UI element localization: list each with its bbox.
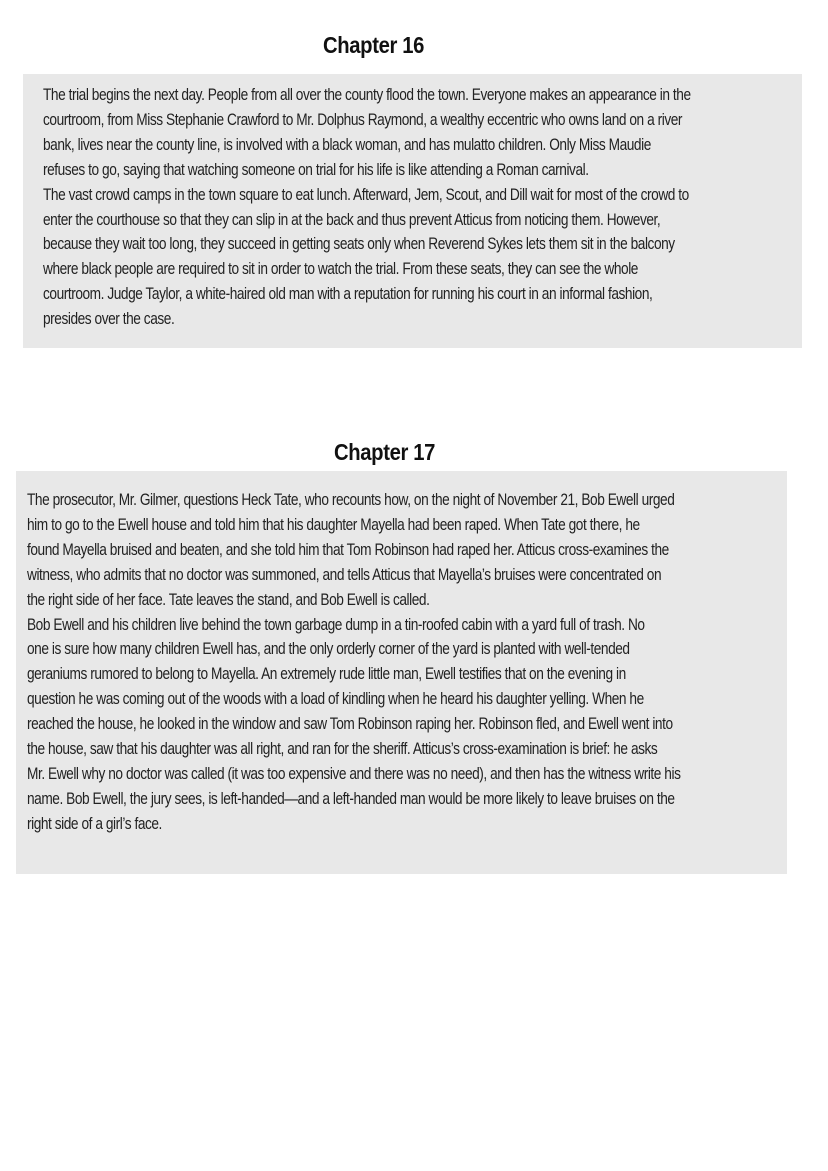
chapter-17-paragraph-1: The prosecutor, Mr. Gilmer, questions Heck Tate, who recounts how, on the night of November 21, Bob Ewell urged him to go to the Ewell house and told him that his daughter Mayella had been raped. When Tate got there, he found Mayella bruised and beaten, and she told him that Tom Robinson had raped her. Atticus cross-examines the witness, who admits that no doctor was summoned, and tells Atticus that Mayella’s bruises were concentrated on the right side of her face. Tate leaves the stand, and Bob Ewell is called. <box>27 490 675 609</box>
chapter-16-summary-box <box>23 74 802 348</box>
chapter-17-summary-box <box>16 471 787 874</box>
chapter-17-paragraph-2: Bob Ewell and his children live behind the town garbage dump in a tin-roofed cabin with a yard full of trash. No one is sure how many children Ewell has, and the only orderly corner of the yard is planted with well-tended geraniums rumored to belong to Mayella. An extremely rude little man, Ewell testifies that on the evening in question he was coming out of the woods with a load of kindling when he heard his daughter yelling. When he reached the house, he looked in the window and saw Tom Robinson raping her. Robinson fled, and Ewell went into the house, saw that his daughter was all right, and ran for the sheriff. Atticus’s cross-examination is brief: he asks Mr. Ewell why no doctor was called (it was too expensive and there was no need), and then has the witness write his name. Bob Ewell, the jury sees, is left-handed—and a left-handed man would be more likely to leave bruises on the right side of a girl’s face. <box>27 614 681 833</box>
chapter-16-paragraph-2: The vast crowd camps in the town square to eat lunch. Afterward, Jem, Scout, and Dill wait for most of the crowd to enter the courthouse so that they can slip in at the back and thus prevent Atticus from noticing them. However, because they wait too long, they succeed in getting seats only when Reverend Sykes lets them sit in the balcony where black people are required to sit in order to watch the trial. From these seats, they can see the whole courtroom. Judge Taylor, a white-haired old man with a reputation for running his court in an informal fashion, presides over the case. <box>43 184 689 329</box>
chapter-16-title: Chapter 16 <box>323 32 425 58</box>
chapter-16-paragraph-1: The trial begins the next day. People from all over the county flood the town. Everyone makes an appearance in the courtroom, from Miss Stephanie Crawford to Mr. Dolphus Raymond, a wealthy eccentric who owns land on a river bank, lives near the county line, is involved with a black woman, and has mulatto children. Only Miss Maudie refuses to go, saying that watching someone on trial for his life is like attending a Roman carnival. <box>43 85 691 179</box>
chapter-17-title: Chapter 17 <box>334 439 436 465</box>
